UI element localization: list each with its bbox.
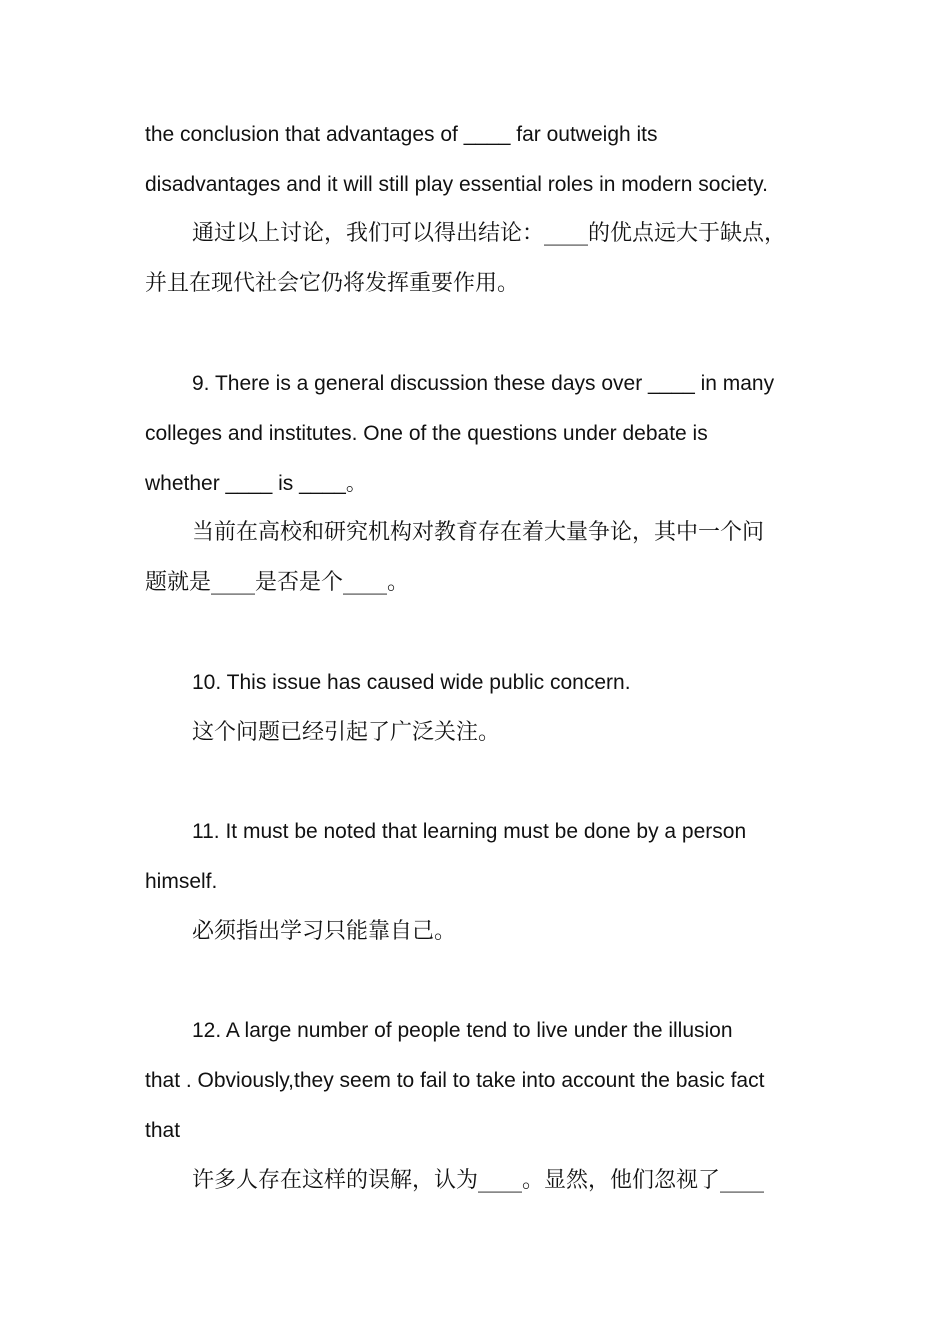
text-line: 并且在现代社会它仍将发挥重要作用。 xyxy=(145,271,520,296)
text-line: 9. There is a general discussion these days over ____ in many xyxy=(192,372,775,395)
text-line: whether ____ is ____。 xyxy=(145,472,367,495)
text-line: 必须指出学习只能靠自己。 xyxy=(192,919,457,944)
text-line: 11. It must be noted that learning must be done by a person xyxy=(192,820,747,843)
text-line: disadvantages and it will still play essential roles in modern society. xyxy=(145,173,768,196)
text-line: the conclusion that advantages of ____ far outweigh its xyxy=(145,123,658,146)
text-line: colleges and institutes. One of the questions under debate is xyxy=(145,422,708,445)
text-line: that xyxy=(145,1119,181,1142)
text-line: 这个问题已经引起了广泛关注。 xyxy=(192,720,501,745)
text-line: 通过以上讨论，我们可以得出结论：____的优点远大于缺点， xyxy=(192,221,787,246)
text-line: 许多人存在这样的误解，认为____。显然，他们忽视了____ xyxy=(192,1168,765,1193)
text-line: 题就是____是否是个____。 xyxy=(145,570,410,595)
text-line: that . Obviously,they seem to fail to take into account the basic fact xyxy=(145,1069,765,1092)
text-line: 10. This issue has caused wide public concern. xyxy=(192,671,631,694)
text-line: 12. A large number of people tend to live under the illusion xyxy=(192,1019,733,1042)
text-line: 当前在高校和研究机构对教育存在着大量争论，其中一个问 xyxy=(192,520,765,545)
text-line: himself. xyxy=(145,870,218,893)
